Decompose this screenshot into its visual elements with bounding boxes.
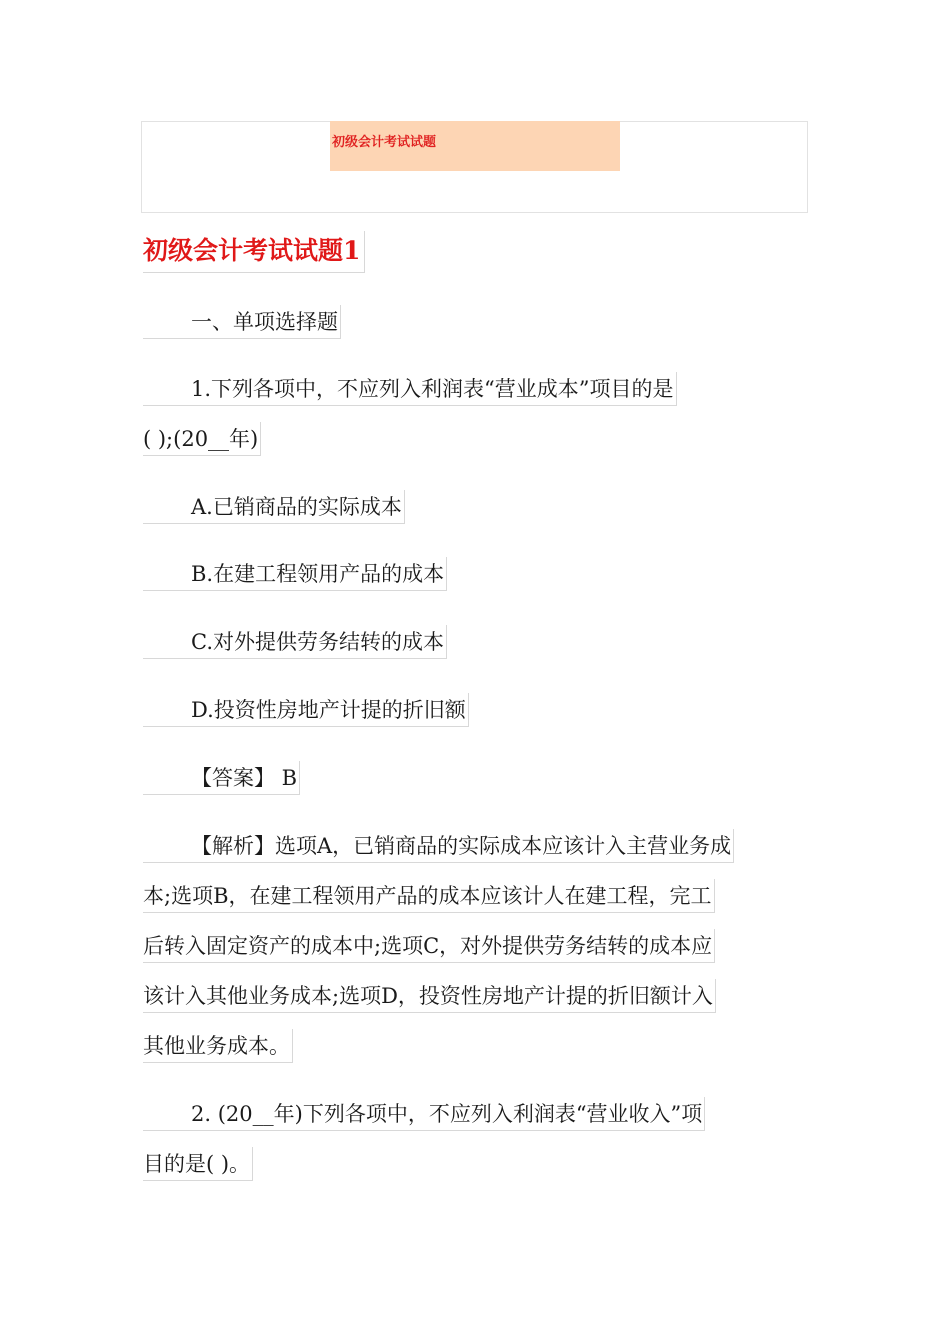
document-title: 初级会计考试试题1 xyxy=(143,231,365,273)
question-1-analysis-line-2: 本;选项B，在建工程领用产品的成本应该计人在建工程，完工 xyxy=(143,879,715,913)
question-1-option-d: D.投资性房地产计提的折旧额 xyxy=(143,693,469,727)
question-1-analysis-line-1: 【解析】选项A，已销商品的实际成本应该计入主营业务成 xyxy=(143,829,734,863)
question-1-option-b: B.在建工程领用产品的成本 xyxy=(143,557,447,591)
header-banner-text: 初级会计考试试题 xyxy=(332,135,437,150)
question-2-text-line-1: 2. (20__年)下列各项中，不应列入利润表“营业收入”项 xyxy=(143,1097,705,1131)
question-2-text-line-2: 目的是( )。 xyxy=(143,1147,253,1181)
question-1-text-line-1: 1.下列各项中，不应列入利润表“营业成本”项目的是 xyxy=(143,372,677,406)
header-banner xyxy=(330,121,620,171)
question-1-option-a: A.已销商品的实际成本 xyxy=(143,490,405,524)
question-1-answer: 【答案】 B xyxy=(143,761,300,795)
question-1-text-line-2: ( );(20__年) xyxy=(143,422,261,456)
question-1-option-c: C.对外提供劳务结转的成本 xyxy=(143,625,447,659)
question-1-analysis-line-3: 后转入固定资产的成本中;选项C，对外提供劳务结转的成本应 xyxy=(143,929,715,963)
question-1-analysis-line-5: 其他业务成本。 xyxy=(143,1029,293,1063)
section-heading: 一、单项选择题 xyxy=(143,305,341,339)
question-1-analysis-line-4: 该计入其他业务成本;选项D，投资性房地产计提的折旧额计入 xyxy=(143,979,716,1013)
